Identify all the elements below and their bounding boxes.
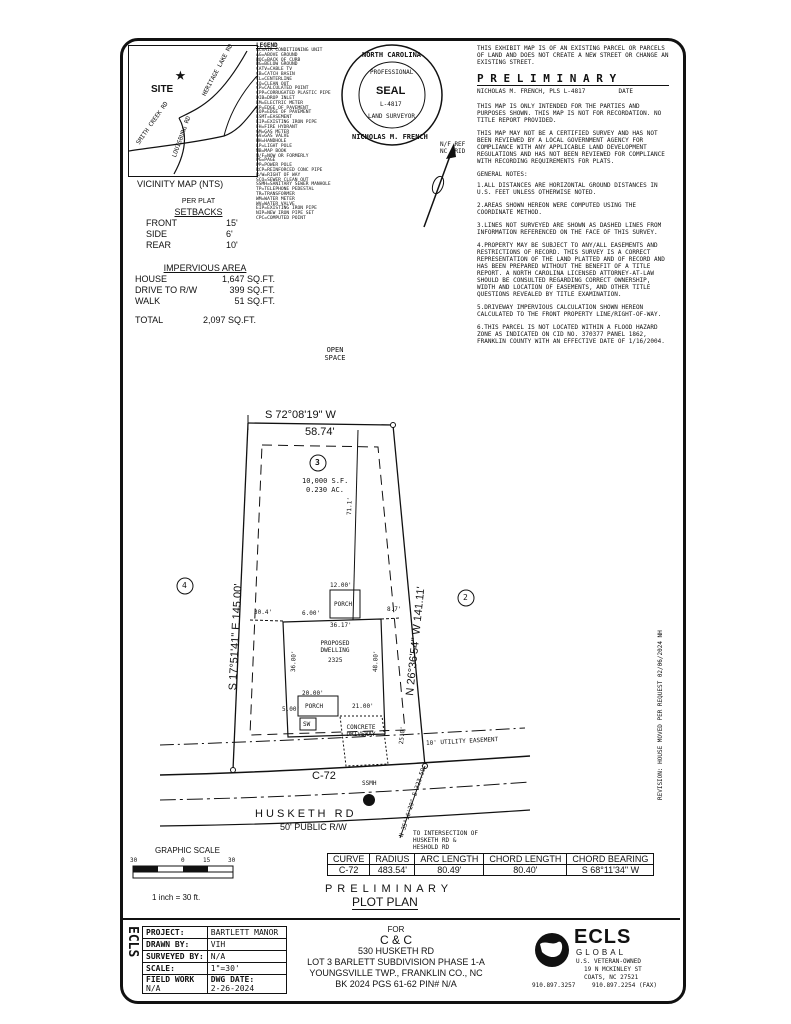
ssmh-symbol xyxy=(363,794,375,806)
impervious-value: 399 SQ.FT. xyxy=(229,285,275,295)
legend-item: HH=HANDHOLE xyxy=(256,139,287,145)
tie-line-label: N 35°16'29" E 323.59' xyxy=(398,763,429,839)
rear-distance: 58.74' xyxy=(305,426,335,438)
legend-item: R/W=RIGHT OF WAY xyxy=(256,172,301,178)
sidewalk-label: SW xyxy=(303,721,311,728)
legend-item: CL=CENTERLINE xyxy=(256,76,292,82)
setback-value: 10' xyxy=(226,240,238,250)
right-of-way-line xyxy=(160,756,530,775)
dim-36-left: 36.00' xyxy=(290,650,298,673)
tb-value: N/A xyxy=(207,951,286,963)
tb-row xyxy=(143,963,287,975)
tb-value: VIH xyxy=(207,939,286,951)
legend-item: EIP=EXISTING IRON PIPE xyxy=(256,119,317,125)
logo-addr2: COATS, NC 27521 xyxy=(584,974,639,981)
cb-book: BK 2024 PGS 61-62 PIN# N/A xyxy=(335,979,457,989)
utility-easement-label: 10' UTILITY EASEMENT xyxy=(425,736,499,747)
impervious-value: 51 SQ.FT. xyxy=(234,296,275,306)
legend-item: WV=WATER VALVE xyxy=(256,201,295,207)
note-6: 6.THIS PARCEL IS NOT LOCATED WITHIN A FLOOD HAZARD ZONE AS INDICATED ON CID NO. 370377 PANEL 1862, FRANKLIN COUNTY WITH AN EFFECTIVE DATE OF 1/16/2004. xyxy=(477,324,665,345)
note-certified: THIS MAP MAY NOT BE A CERTIFIED SURVEY AND HAS NOT BEEN REVIEWED BY A LOCAL GOVERNMENT AGENCY FOR COMPLIANCE WITH ANY APPLICABLE LAND DEVELOPMENT REGULATIONS AND HAS NOT BEEN REVIEWED FOR COMPLIANCE WITH RECORDING REQUIREMENTS FOR PLATS. xyxy=(477,130,665,165)
tb-label: SCALE: xyxy=(143,963,208,975)
curve-cell: 80.49' xyxy=(415,865,484,876)
left-line-label: S 17°51'41" E 145.00' xyxy=(227,583,245,691)
dim-5: 5.00' xyxy=(282,706,301,713)
surveyor-name: NICHOLAS M. FRENCH, PLS L-4817 xyxy=(477,88,586,95)
logo-vet: U.S. VETERAN-OWNED xyxy=(576,958,642,965)
title-block xyxy=(120,918,680,1000)
legend-item: MB=MAP BOOK xyxy=(256,148,287,154)
note-1: 1.ALL DISTANCES ARE HORIZONTAL GROUND DISTANCES IN U.S. FEET UNLESS OTHERWISE NOTED. xyxy=(477,182,658,196)
setback-label: REAR xyxy=(146,240,172,250)
legend-item: ESMT=EASEMENT xyxy=(256,115,292,121)
note-5: 5.DRIVEWAY IMPERVIOUS CALCULATION SHOWN HEREON CALCULATED TO THE FRONT PROPERTY LINE/RIGHT-OF-WAY. xyxy=(477,304,662,318)
legend-item: BG=BELOW GROUND xyxy=(256,62,298,68)
seal-word: SEAL xyxy=(376,85,406,97)
tb-label: PROJECT: xyxy=(143,927,208,939)
curve-cell: C-72 xyxy=(328,865,370,876)
curve-table-row xyxy=(328,865,654,876)
lot-area-sf: 10,000 S.F. xyxy=(302,477,349,485)
road-label-b: SMITH CREEK RD xyxy=(135,100,170,147)
legend-item: PG=PAGE xyxy=(256,158,276,164)
road-centerline xyxy=(160,782,530,800)
legend-item: EP=EDGE OF PAVEMENT xyxy=(256,105,309,111)
road-label-c: LOUISBURG RD xyxy=(171,115,193,159)
logo-fax: 910.897.2254 (FAX) xyxy=(592,982,658,989)
tb-row xyxy=(143,927,287,939)
vicinity-map-title: VICINITY MAP (NTS) xyxy=(137,179,224,189)
legend-item: AC=AIR CONDITIONING UNIT xyxy=(256,48,323,53)
note-intended: THIS MAP IS ONLY INTENDED FOR THE PARTIES AND PURPOSES SHOWN. THIS MAP IS NOT FOR RECORDATION. NO TITLE REPORT PROVIDED. xyxy=(477,103,662,124)
rear-bearing: S 72°08'19" W xyxy=(265,409,336,421)
cb-client: C & C xyxy=(379,933,412,947)
dim-8-7: 8.7' xyxy=(387,606,402,613)
curve-header-curve: CURVE xyxy=(328,854,370,865)
logo-name: ECLS xyxy=(574,926,632,948)
note-4: 4.PROPERTY MAY BE SUBJECT TO ANY/ALL EASEMENTS AND RESTRICTIONS OF RECORD. THIS SURVEY IS A CORRECT REPRESENTATION OF THE LAND PLATTED AND OF RECORD AND HAS BEEN PREPARED WITHOUT THE BENEFIT OF A TITLE REPORT. A NORTH CAROLINA LICENSED ATTORNEY-AT-LAW SHOULD BE CONSULTED REGARDING CORRECT OWNERSHIP, WIDTH AND LOCATION OF EASEMENTS, AND OTHER TITLE QUESTIONS REVEALED BY TITLE EXAMINATION. xyxy=(477,242,665,298)
curve-header-chord-length: CHORD LENGTH xyxy=(484,854,567,865)
cb-for: FOR xyxy=(387,925,405,934)
setback-label: FRONT xyxy=(146,218,177,228)
lot-area-ac: 0.230 AC. xyxy=(306,486,344,494)
tb-label: SURVEYED BY: xyxy=(143,951,208,963)
intersection-label: TO INTERSECTION OF HUSKETH RD & HESHOLD RD xyxy=(413,830,479,851)
globe-icon xyxy=(532,930,572,970)
legend-item: EIP=EXISTING IRON PIPE xyxy=(256,206,317,212)
scale-tick-2: 15 xyxy=(203,857,211,864)
dim-36-17: 36.17' xyxy=(330,622,352,629)
title-block-table xyxy=(142,926,287,994)
dim-48: 48.00' xyxy=(372,650,380,673)
legend-item: SCO=SEWER CLEAN OUT xyxy=(256,177,309,183)
cb-lot: LOT 3 BARLETT SUBDIVISION PHASE 1-A xyxy=(307,957,485,967)
cb-address: 530 HUSKETH RD xyxy=(357,946,435,956)
logo-sub: GLOBAL xyxy=(576,948,627,957)
dim-30-4: 30.4' xyxy=(254,609,273,616)
ecls-vertical-text: ECLS xyxy=(125,926,140,958)
lot-right-number: 2 xyxy=(463,593,468,602)
lot-number: 3 xyxy=(315,458,320,467)
legend-item: PP=POWER POLE xyxy=(256,163,292,169)
legend-item: BOC=BACK OF CURB xyxy=(256,57,301,63)
legend-item: CB=CATCH BASIN xyxy=(256,71,295,77)
revision-note: REVISION: HOUSE MOVED PER REQUEST 02/06/2024 NH xyxy=(657,630,664,800)
north-ref: N/F REF NC GRID xyxy=(440,141,466,155)
note-2: 2.AREAS SHOWN HEREON WERE COMPUTED USING THE COORDINATE METHOD. xyxy=(477,202,636,216)
legend-item: DIB=DROP INLET xyxy=(256,95,295,101)
legend-item: AG=ABOVE GROUND xyxy=(256,52,298,58)
curve-header-radius: RADIUS xyxy=(370,854,415,865)
note-3: 3.LINES NOT SURVEYED ARE SHOWN AS DASHED LINES FROM INFORMATION REFERENCED ON THE FACE OF THIS SURVEY. xyxy=(477,222,662,236)
tb-field-cell xyxy=(143,975,208,994)
tb-row xyxy=(143,951,287,963)
porch-bottom-label: PORCH xyxy=(305,703,324,710)
impervious-label: WALK xyxy=(135,296,161,306)
tb-field-value: N/A xyxy=(146,984,161,993)
scale-tick-3: 30 xyxy=(228,857,236,864)
dim-25: 25.0' xyxy=(398,726,407,745)
tb-dwg-cell xyxy=(207,975,286,994)
seal-state: NORTH CAROLINA xyxy=(362,51,422,59)
tb-dwg-label: DWG DATE: xyxy=(210,975,255,984)
tb-field-label: FIELD WORK xyxy=(146,975,195,984)
legend-title: LEGEND xyxy=(256,42,278,49)
legend-item: WM=WATER METER xyxy=(256,196,295,202)
ecls-vertical xyxy=(124,926,138,962)
tb-row xyxy=(143,939,287,951)
setback-value: 15' xyxy=(226,218,238,228)
impervious-label: DRIVE TO R/W xyxy=(135,285,198,295)
title-plot-plan: PLOT PLAN xyxy=(352,895,418,909)
curve-cell: S 68°11'34" W xyxy=(567,865,654,876)
legend-item: FH=FIRE HYDRANT xyxy=(256,124,298,130)
tb-value: BARTLETT MANOR xyxy=(207,927,286,939)
curve-header-chord-bearing: CHORD BEARING xyxy=(567,854,654,865)
legend-item: CO=CLEAN OUT xyxy=(256,81,290,87)
legend-item: LP=LIGHT POLE xyxy=(256,143,292,149)
legend-item: NIP=NEW IRON PIPE SET xyxy=(256,211,315,217)
road-label-a: HERITAGE LAKE RD xyxy=(201,42,235,98)
tb-value: 1"=30' xyxy=(207,963,286,975)
note-preliminary: P R E L I M I N A R Y xyxy=(477,72,669,86)
dim-21: 21.00' xyxy=(352,703,374,710)
cb-township: YOUNGSVILLE TWP., FRANKLIN CO., NC xyxy=(309,968,483,978)
impervious-label: HOUSE xyxy=(135,274,168,284)
legend-item: EOP=EDGE OF PAVEMENT xyxy=(256,110,312,116)
setback-label: SIDE xyxy=(146,229,168,239)
scale-text: 1 inch = 30 ft. xyxy=(152,893,201,902)
setback-value: 6' xyxy=(226,229,233,239)
center-block xyxy=(296,924,496,990)
curve-header-arc: ARC LENGTH xyxy=(415,854,484,865)
driveway-label: CONCRETE DRIVEWAY xyxy=(346,724,376,738)
dim-71: 71.1' xyxy=(346,496,354,516)
setbacks-title: SETBACKS xyxy=(174,207,223,217)
company-logo xyxy=(532,926,672,994)
legend-item: TP=TELEPHONE PEDESTAL xyxy=(256,187,315,193)
date-label: DATE xyxy=(618,88,633,95)
legend-item: CPC=COMPUTED POINT xyxy=(256,215,306,221)
setbacks-per-plat: PER PLAT xyxy=(181,198,216,205)
dim-20: 20.00' xyxy=(302,690,324,697)
impervious-title: IMPERVIOUS AREA xyxy=(163,263,247,273)
note-general-title: GENERAL NOTES: xyxy=(477,171,528,178)
graphic-scale-bar xyxy=(133,866,233,878)
tb-row xyxy=(143,975,287,994)
logo-phone: 910.897.3257 xyxy=(532,982,576,989)
rear-line xyxy=(248,423,393,425)
impervious-total-value: 2,097 SQ.FT. xyxy=(203,315,257,325)
tb-label: DRAWN BY: xyxy=(143,939,208,951)
site-star-icon: ★ xyxy=(175,64,186,85)
curve-table-header xyxy=(328,854,654,865)
site-label: SITE xyxy=(151,84,174,95)
dwelling-sf: 2325 xyxy=(328,657,343,664)
seal-number: L-4817 xyxy=(380,101,402,108)
curve-cell: 80.40' xyxy=(484,865,567,876)
dwelling-outline xyxy=(283,619,385,737)
right-of-way-label: 50' PUBLIC R/W xyxy=(280,822,347,832)
title-preliminary: P R E L I M I N A R Y xyxy=(325,883,450,895)
legend-item: SSMH=SANITARY SEWER MANHOLE xyxy=(256,182,331,188)
open-space-label: OPEN SPACE xyxy=(324,346,346,362)
dim-12: 12.00' xyxy=(330,582,352,589)
legend-item: CP=CALCULATED POINT xyxy=(256,86,309,92)
road-name: H U S K E T H R D xyxy=(255,808,354,820)
ssmh-label: SSMH xyxy=(362,780,377,787)
scale-tick-0: 30 xyxy=(130,857,138,864)
legend-item: N/F=NOW OR FORMERLY xyxy=(256,153,309,159)
seal-name: NICHOLAS M. FRENCH xyxy=(352,133,428,141)
legend-item: GV=GAS VALVE xyxy=(256,134,290,140)
porch-top-label: PORCH xyxy=(334,601,353,608)
dim-6: 6.00' xyxy=(302,610,321,617)
legend-item: CATV=CABLE TV xyxy=(256,67,292,73)
right-line-label: N 26°36'54" W 141.11' xyxy=(404,586,428,697)
impervious-total-label: TOTAL xyxy=(135,315,164,325)
legend-item: GM=GAS METER xyxy=(256,129,290,135)
tb-dwg-value: 2-26-2024 xyxy=(210,984,255,993)
legend-item: EM=ELECTRIC METER xyxy=(256,100,304,106)
legend-item: RCP=REINFORCED CONC PIPE xyxy=(256,167,323,173)
graphic-scale-title: GRAPHIC SCALE xyxy=(155,846,220,855)
lot-left-number: 4 xyxy=(182,581,187,590)
scale-tick-1: 0 xyxy=(181,857,185,864)
impervious-value: 1,647 SQ.FT. xyxy=(221,274,275,284)
legend-item: TR=TRANSFORMER xyxy=(256,191,295,197)
curve-table xyxy=(327,853,654,876)
seal-profession: PROFESSIONAL xyxy=(370,69,414,76)
curve-label: C-72 xyxy=(312,770,336,782)
logo-addr1: 19 N MCKINLEY ST xyxy=(584,966,642,973)
seal-role: LAND SURVEYOR xyxy=(368,113,415,120)
note-exhibit: THIS EXHIBIT MAP IS OF AN EXISTING PARCEL OR PARCELS OF LAND AND DOES NOT CREATE A NEW STREET OR CHANGE AN EXISTING STREET. xyxy=(477,45,669,66)
legend-item: CPP=CORRUGATED PLASTIC PIPE xyxy=(256,91,331,97)
curve-cell: 483.54' xyxy=(370,865,415,876)
dwelling-label: PROPOSED DWELLING xyxy=(320,640,350,654)
